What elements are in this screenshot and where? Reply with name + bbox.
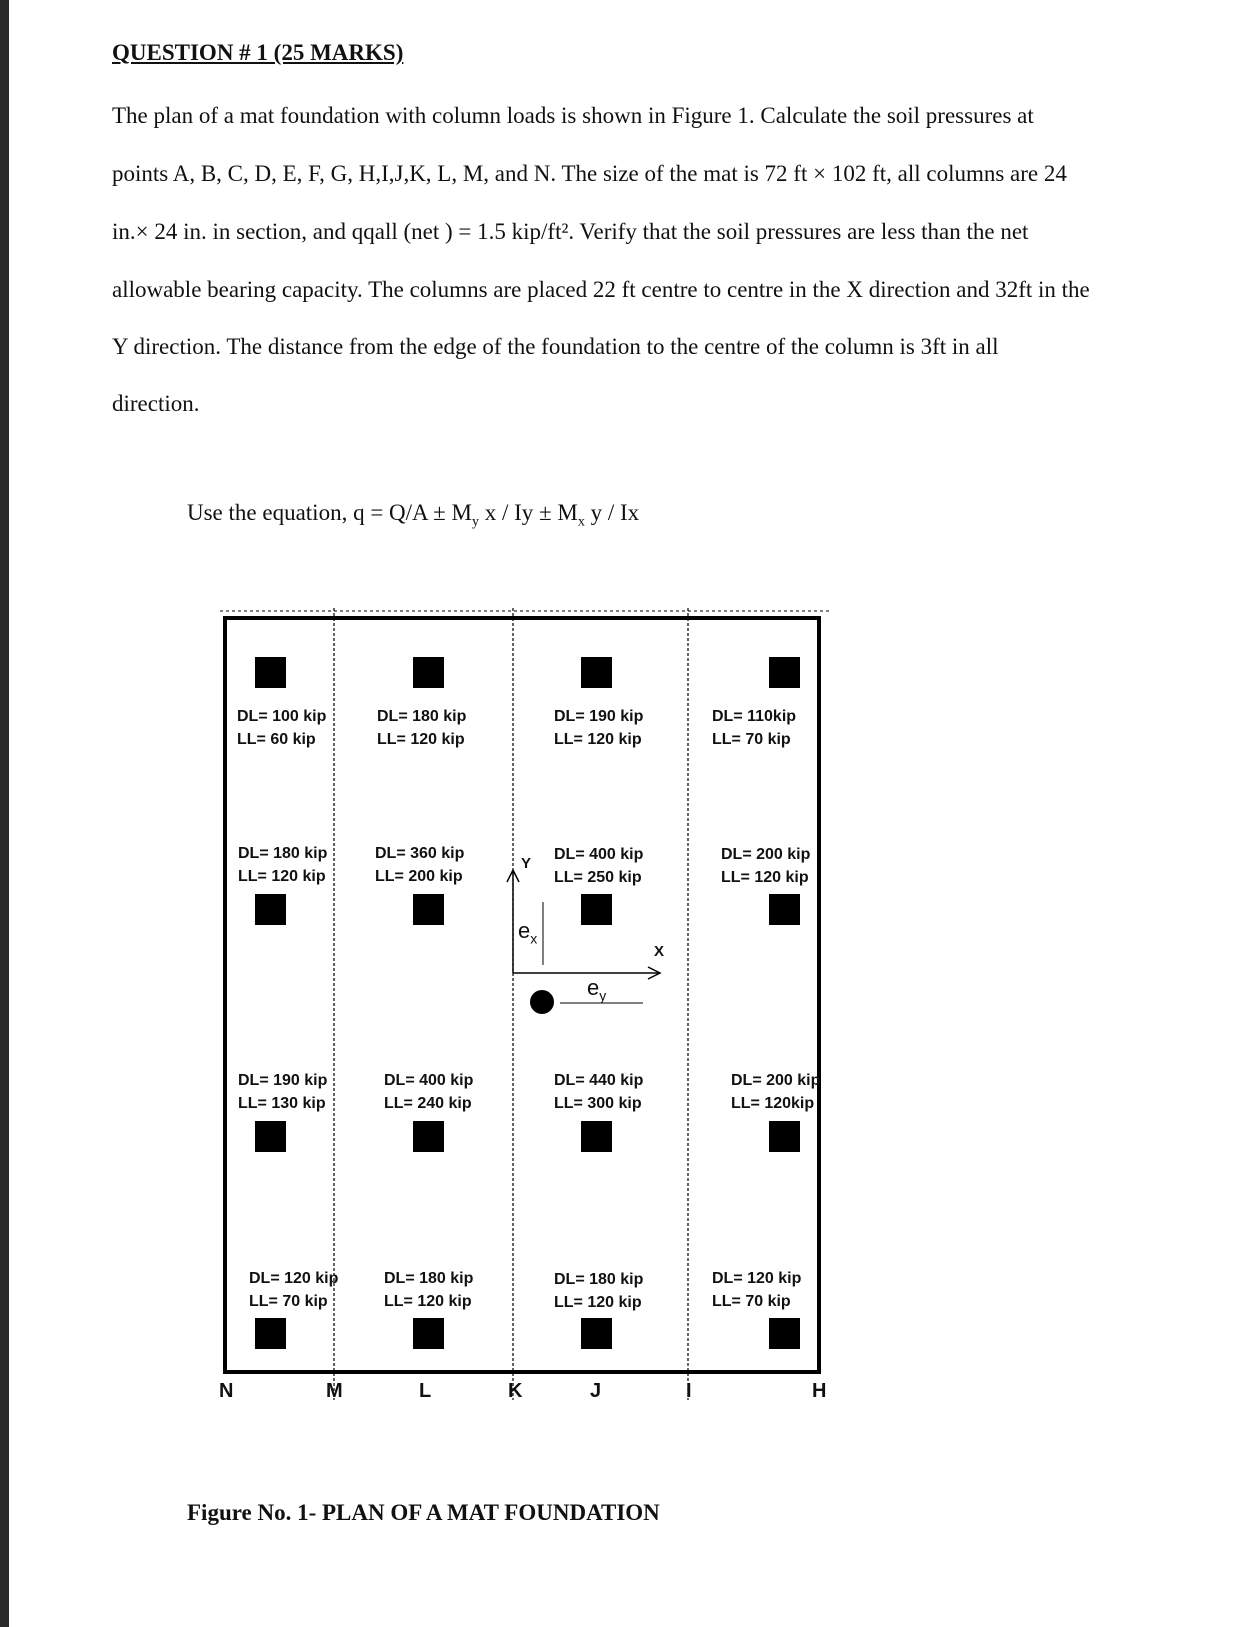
load-label-r3-c2 <box>384 1069 473 1115</box>
dead-load: DL= 120 kip <box>712 1270 802 1287</box>
column-r4-c3 <box>581 1318 612 1349</box>
figure-caption: Figure No. 1- PLAN OF A MAT FOUNDATION <box>187 1500 660 1525</box>
dead-load: DL= 200 kip <box>721 846 811 863</box>
column-r2-c2 <box>413 894 444 925</box>
dead-load: DL= 360 kip <box>375 845 465 862</box>
load-label-r2-c2 <box>375 842 464 888</box>
question-heading: QUESTION # 1 (25 MARKS) <box>112 40 404 65</box>
column-r1-c2 <box>413 657 444 688</box>
load-label-r2-c3 <box>554 843 643 889</box>
dead-load: DL= 180 kip <box>554 1271 644 1288</box>
load-label-r4-c2 <box>384 1267 473 1313</box>
live-load: LL= 250 kip <box>554 869 642 886</box>
column-r3-c2 <box>413 1121 444 1152</box>
column-r3-c3 <box>581 1121 612 1152</box>
question-text-line-1: The plan of a mat foundation with column loads is shown in Figure 1. Calculate the soil pressures at <box>112 103 1034 128</box>
live-load: LL= 130 kip <box>238 1095 326 1112</box>
load-label-r1-c4 <box>712 705 796 751</box>
load-label-r3-c4 <box>731 1069 820 1115</box>
point-label-n: N <box>219 1380 234 1402</box>
load-resultant-dot <box>530 990 554 1014</box>
dead-load: DL= 400 kip <box>384 1072 474 1089</box>
column-r1-c1 <box>255 657 286 688</box>
ex-label: $e_x$ <box>518 918 538 947</box>
dead-load: DL= 180 kip <box>384 1270 474 1287</box>
load-label-r4-c4 <box>712 1267 801 1313</box>
load-label-r3-c1 <box>238 1069 327 1115</box>
pressure-equation: Use the equation, $q = Q/A \pm M_y$ $x / Iy \pm M_x$ y / Ix <box>187 500 640 530</box>
dead-load: DL= 190 kip <box>554 708 644 725</box>
column-r2-c3 <box>581 894 612 925</box>
dead-load: DL= 120 kip <box>249 1270 339 1287</box>
dead-load: DL= 180 kip <box>377 708 467 725</box>
point-label-l: L <box>419 1380 432 1402</box>
live-load: LL= 120 kip <box>721 869 809 886</box>
question-text-line-6: direction. <box>112 391 200 416</box>
point-label-h: H <box>812 1380 827 1402</box>
column-r2-c4 <box>769 894 800 925</box>
live-load: LL= 120 kip <box>554 731 642 748</box>
load-label-r4-c3 <box>554 1268 643 1314</box>
live-load: LL= 120 kip <box>554 1294 642 1311</box>
live-load: LL= 60 kip <box>237 731 316 748</box>
live-load: LL= 300 kip <box>554 1095 642 1112</box>
live-load: LL= 240 kip <box>384 1095 472 1112</box>
question-text-line-5: Y direction. The distance from the edge of the foundation to the centre of the column is 3ft in all <box>112 334 999 359</box>
live-load: LL= 120 kip <box>384 1293 472 1310</box>
column-r4-c4 <box>769 1318 800 1349</box>
live-load: LL= 70 kip <box>712 731 791 748</box>
dead-load: DL= 100 kip <box>237 708 327 725</box>
live-load: LL= 70 kip <box>249 1293 328 1310</box>
column-r1-c3 <box>581 657 612 688</box>
load-label-r1-c1 <box>237 705 326 751</box>
column-r3-c1 <box>255 1121 286 1152</box>
axis-x-label: X <box>654 943 665 960</box>
dead-load: DL= 110kip <box>712 708 797 725</box>
column-r1-c4 <box>769 657 800 688</box>
dead-load: DL= 440 kip <box>554 1072 644 1089</box>
axis-y-label: Y <box>521 855 532 872</box>
dead-load: DL= 400 kip <box>554 846 644 863</box>
load-label-r2-c1 <box>238 842 327 888</box>
load-label-r3-c3 <box>554 1069 643 1115</box>
live-load: LL= 120 kip <box>377 731 465 748</box>
live-load: LL= 120kip <box>731 1095 815 1112</box>
column-r4-c1 <box>255 1318 286 1349</box>
load-label-r2-c4 <box>721 843 810 889</box>
point-label-j: J <box>590 1380 602 1402</box>
load-label-r1-c2 <box>377 705 466 751</box>
point-label-i: I <box>686 1380 692 1402</box>
load-label-r4-c1 <box>249 1267 338 1313</box>
column-r4-c2 <box>413 1318 444 1349</box>
dead-load: DL= 180 kip <box>238 845 328 862</box>
question-text-line-4: allowable bearing capacity. The columns are placed 22 ft centre to centre in the X direction and 32ft in the <box>112 277 1090 302</box>
dead-load: DL= 200 kip <box>731 1072 821 1089</box>
point-label-k: K <box>508 1380 523 1402</box>
dead-load: DL= 190 kip <box>238 1072 328 1089</box>
question-text-line-3: in.× 24 in. in section, and qqall (net ) = 1.5 kip/ft². Verify that the soil pressures are less than the net <box>112 219 1029 244</box>
point-label-m: M <box>326 1380 343 1402</box>
live-load: LL= 200 kip <box>375 868 463 885</box>
column-r3-c4 <box>769 1121 800 1152</box>
live-load: LL= 120 kip <box>238 868 326 885</box>
column-r2-c1 <box>255 894 286 925</box>
ey-label: $e_y$ <box>587 975 607 1004</box>
question-text-line-2: points A, B, C, D, E, F, G, H,I,J,K, L, M, and N. The size of the mat is 72 ft × 102 ft, all columns are 24 <box>112 161 1067 186</box>
load-label-r1-c3 <box>554 705 643 751</box>
live-load: LL= 70 kip <box>712 1293 791 1310</box>
